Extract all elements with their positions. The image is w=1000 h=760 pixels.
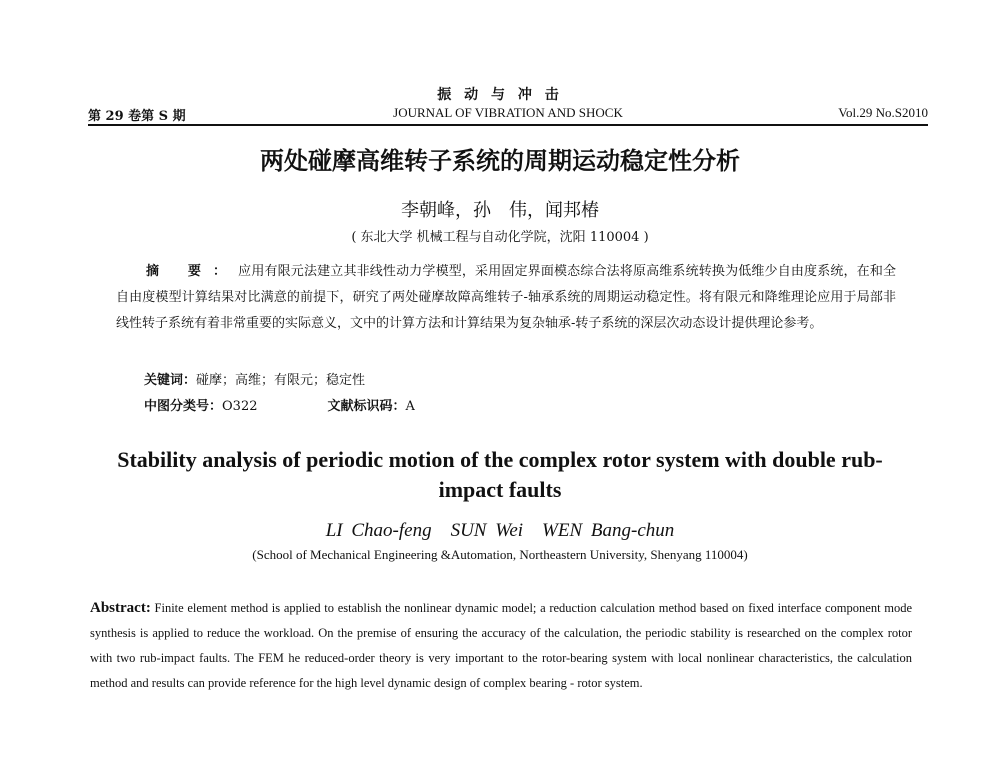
classification-value: O322 (222, 399, 258, 414)
keywords-label: 关键词： (144, 373, 197, 388)
authors-en: LI Chao-feng SUN Wei WEN Bang-chun (325, 520, 675, 541)
abstract-en-text: Finite element method is applied to establish the nonlinear dynamic model; a reduction calculation method based on fixed interface component mode synthesis is applied to reduce the workload. On the premise of ensuring the accuracy of the calculation, the periodic stability is researched on the complex rotor with two rub-impact faults. The FEM he reduced-order theory is very important to the rotor-bearing system with local nonlinear characteristics, the calculation method and results can provide reference for the high level dynamic design of complex bearing - rotor system. (90, 601, 912, 690)
journal-name-en: JOURNAL OF VIBRATION AND SHOCK (393, 105, 623, 120)
authors-cn: 李朝峰，孙 伟，闻邦椿 (401, 200, 599, 221)
keywords (144, 369, 365, 388)
paper-title-en: Stability analysis of periodic motion of the complex rotor system with double rub-impact faults (117, 447, 883, 502)
running-header (88, 104, 928, 126)
affiliation-cn: ( 东北大学 机械工程与自动化学院，沈阳 110004 ) (351, 230, 649, 245)
abstract-cn-text: 应用有限元法建立其非线性动力学模型，采用固定界面模态综合法将原高维系统转换为低维少自由度系统，在和全自由度模型计算结果对比满意的前提下，研究了两处碰摩故障高维转子-轴承系统的周期运动稳定性。将有限元和降维理论应用于局部非线性转子系统有着非常重要的实际意义，文中的计算方法和计算结果为复杂轴承-转子系统的深层次动态设计提供理论参考。 (116, 264, 896, 331)
classification (144, 395, 415, 414)
doc-code-label: 文献标识码： (327, 399, 406, 414)
abstract-en (90, 596, 912, 696)
classification-label: 中图分类号： (144, 399, 223, 414)
abstract-cn (116, 259, 896, 337)
abstract-cn-label: 摘 要： (146, 264, 239, 279)
abstract-en-label: Abstract: (90, 600, 151, 616)
issue-label: 第 29 卷第 S 期 (88, 109, 186, 124)
affiliation-en: (School of Mechanical Engineering &Automation, Northeastern University, Shenyang 110004) (252, 547, 748, 562)
doc-code-value: A (405, 399, 415, 414)
paper-title-cn: 两处碰摩高维转子系统的周期运动稳定性分析 (260, 147, 740, 175)
journal-name-cn: 振 动 与 冲 击 (437, 87, 563, 103)
keywords-text: 碰摩；高维；有限元；稳定性 (196, 373, 366, 388)
volume-label: Vol.29 No.S2010 (838, 105, 928, 120)
